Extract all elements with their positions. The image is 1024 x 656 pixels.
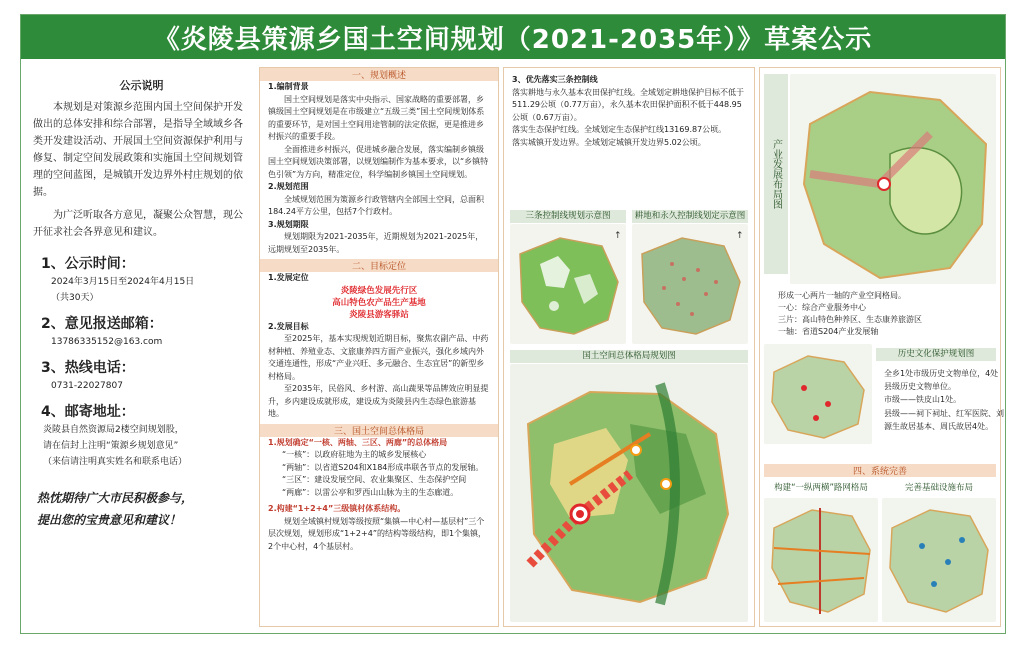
industry-axis: 一轴：省道S204产业发展轴 (778, 327, 879, 336)
section-band-overview: 一、规划概述 (260, 68, 498, 81)
notice-email-heading: 2、意见报送邮箱： (41, 316, 163, 332)
heritage-text-2: 市级——铁皮山1处。 (884, 395, 962, 404)
notice-heading: 公示说明 (119, 79, 164, 92)
map-infrastructure (882, 498, 996, 622)
map-overall-pattern-label: 国土空间总体格局规划图 (510, 350, 748, 363)
controls-line-1: 落实耕地与永久基本农田保护红线。全域划定耕地保护目标不低于511.29公顷（0.77万亩），永久基本农田保护面积不低于448.95公顷（0.67万亩）。 (512, 87, 744, 122)
goals-heading: 2.发展目标 (268, 321, 309, 331)
industry-summary: 形成一心两片一轴的产业空间格局。 (778, 291, 906, 300)
background-text-1: 国土空间规划是落实中央指示、国家战略的重要部署，乡镇级国土空间规划是在市级建立“五级三类”国土空间规划体系的重要环节，是对国土空间用途管制的法定依据，更是推进乡村振兴的重要手段。 (268, 94, 485, 141)
goals-text-2: 至2035年，民俗风、乡村游、高山蔬果等品牌效应明显提升，乡内建设成就形成，建设成为炎陵县内生态绿色旅游基地。 (268, 384, 489, 418)
scope-text: 全域规划范围为策源乡行政管辖内全部国土空间，总面积184.24平方公里，包括7个行政村。 (268, 194, 484, 216)
page-title: 《炎陵县策源乡国土空间规划（2021-2035年）》草案公示 (21, 15, 1005, 59)
notice-address-heading: 4、邮寄地址： (41, 404, 135, 420)
map-farmland (632, 224, 748, 344)
notice-phone-heading: 3、热线电话： (41, 360, 135, 376)
pattern-axes: “两轴”：以省道S204和X184形成串联各节点的发展轴。 (282, 462, 484, 472)
notice-email-value[interactable]: 13786335152@163.com (51, 337, 163, 347)
period-text: 规划期限为2021-2035年，近期规划为2021-2025年，远期规划至2035年。 (268, 232, 484, 254)
notice-paragraph-1: 本规划是对策源乡范围内国土空间保护开发做出的总体安排和综合部署，是指导全域域乡各类开发建设活动、开展国土空间资源保护利用与修复、制定空间发展政策和实施国土空间规划管理的空间蓝图，是城镇开发边界外村庄规划的依据。 (33, 102, 243, 198)
background-text-2: 全面推进乡村振兴，促进城乡融合发展，落实编制乡镇级国土空间规划决策部署，以规划编制作为基本要求，以“乡镇特色引领”为方向，精准定位，科学编制乡镇国土空间规划。 (268, 144, 489, 179)
background-heading: 1.编制背景 (268, 82, 309, 91)
heritage-text-3: 县级——祠下祠址、红军医院、刘源生故居基本、周氏故居4处。 (884, 409, 1004, 431)
industry-core: 一心：综合产业服务中心 (778, 303, 866, 312)
goals-text-1: 至2025年，基本实现规划近期目标，聚焦农副产品、中药材种植、养殖业态、文旅康养四方面产业振兴，强化乡域内外交通连通性，形成“产业兴旺、多元融合、生态宜居”的新型乡村格局。 (268, 334, 489, 381)
map-farmland-label: 耕地和永久控制线划定示意图 (632, 210, 748, 223)
industry-column (759, 67, 1004, 627)
map-road-label: 构建“一纵两横”路网格局 (764, 482, 878, 495)
controls-line-3: 落实城镇开发边界。全域划定城镇开发边界5.02公顷。 (512, 137, 706, 147)
pattern-corridors: “两廊”：以雷公亭和罗西山山脉为主的生态廊道。 (282, 487, 459, 497)
industry-zones: 三片：高山特色种养区、生态康养旅游区 (778, 315, 922, 324)
map-heritage-label: 历史文化保护规划图 (876, 348, 996, 361)
positioning-heading: 1.发展定位 (268, 273, 309, 282)
notice-time-days: （共30天） (51, 293, 99, 303)
scope-heading: 2.规划范围 (268, 182, 309, 191)
pattern-zones: “三区”：建设发展空间、农业集聚区、生态保护空间 (282, 475, 467, 484)
section-band-goals: 二、目标定位 (260, 259, 498, 272)
map-industry-label: 产业发展布局图 (764, 74, 788, 274)
closing-line-1: 热忱期待广大市民积极参与， (37, 491, 194, 505)
section-band-systems: 四、系统完善 (764, 464, 996, 477)
notice-time-value: 2024年3月15日至2024年4月15日 (51, 277, 195, 287)
notice-paragraph-2: 为广泛听取各方意见，凝聚公众智慧，现公开征求社会各界意见和建议。 (33, 210, 243, 238)
positioning-red-2: 高山特色农产品生产基地 (332, 297, 426, 308)
controls-column (503, 67, 755, 627)
period-heading: 3.规划期限 (268, 219, 309, 229)
svg-text:↑: ↑ (614, 231, 622, 241)
pattern-heading: 1.规划确定“一核、两轴、三区、两廊”的总体格局 (268, 437, 448, 447)
notice-phone-value: 0731-22027807 (51, 381, 123, 391)
controls-heading: 3、优先落实三条控制线 (512, 75, 598, 84)
map-infrastructure-label: 完善基础设施布局 (882, 482, 996, 495)
overview-column (259, 67, 499, 627)
poster (20, 14, 1006, 634)
map-road (764, 498, 878, 622)
section-band-pattern: 三、国土空间总体格局 (260, 424, 498, 437)
map-overall-pattern (510, 364, 748, 622)
notice-address-line-3: （来信请注明真实姓名和联系电话） (43, 457, 188, 467)
svg-text:↑: ↑ (736, 231, 744, 241)
pattern-core: “一核”：以政府驻地为主的城乡发展核心 (282, 450, 427, 459)
notice-time-heading: 1、公示时间： (41, 256, 135, 272)
positioning-red-1: 炎陵绿色发展先行区 (340, 285, 418, 296)
notice-address-line-2: 请在信封上注明“策源乡规划意见” (43, 441, 179, 451)
positioning-red-3: 炎陵县游客驿站 (349, 309, 409, 320)
notice-address-line-1: 炎陵县自然资源局2楼空间规划股， (43, 425, 184, 435)
hierarchy-text: 规划全域镇村规划等级按照“集镇—中心村—基层村”三个层次规划，规划形成“1+2+4”的结构等级结构，即1个集镇，2个中心村，4个基层村。 (268, 516, 487, 551)
map-industry (790, 74, 996, 284)
map-three-lines (510, 224, 626, 344)
notice-column (29, 67, 254, 627)
heritage-text-1: 全乡1处市级历史文物单位，4处县级历史文物单位。 (884, 369, 999, 391)
map-three-lines-label: 三条控制线规划示意图 (510, 210, 626, 223)
closing-line-2: 提出您的宝贵意见和建议！ (37, 513, 182, 527)
map-heritage (764, 344, 872, 444)
hierarchy-heading: 2.构建“1+2+4”三级镇村体系结构。 (268, 504, 406, 513)
controls-line-2: 落实生态保护红线。全域划定生态保护红线13169.87公顷。 (512, 125, 727, 134)
